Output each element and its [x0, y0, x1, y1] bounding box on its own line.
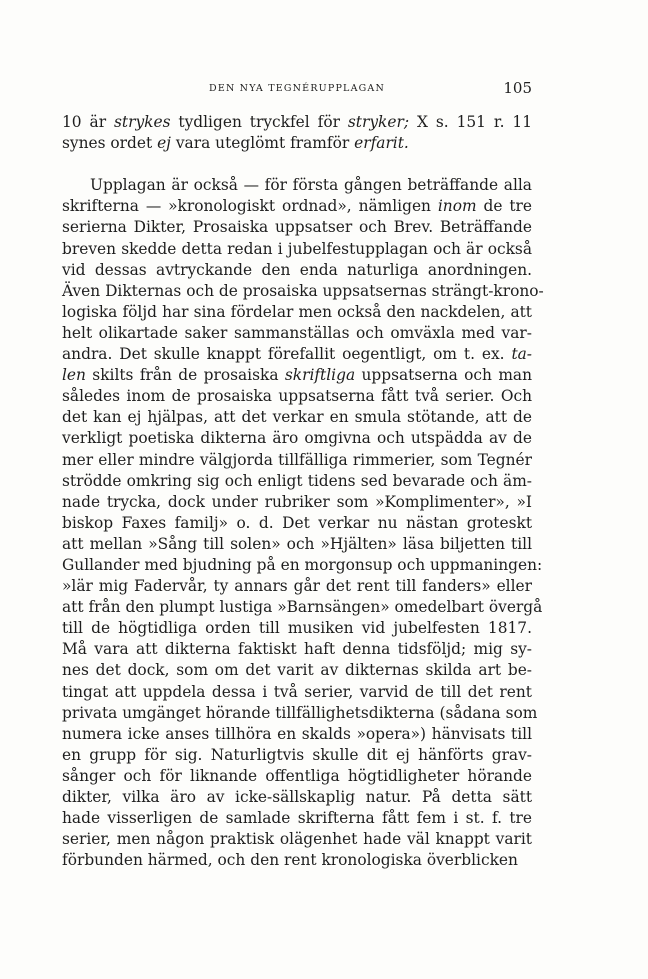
page-number: 105	[503, 79, 532, 97]
page-header	[62, 79, 532, 97]
italic-term: ej	[157, 134, 171, 153]
text-line: nade trycka, dock under rubriker som »Komplimenter», »I	[62, 492, 532, 511]
text-line: det kan ej hjälpas, att det verkar en smula stötande, att de	[62, 408, 532, 427]
paragraph	[62, 175, 544, 871]
italic-term: inom	[437, 197, 477, 216]
text-line: verkligt poetiska dikterna äro omgivna och utspädda av de	[62, 429, 532, 448]
text-line: breven skedde detta redan i jubelfestupplagan och är också	[62, 239, 532, 258]
text-line: serier, men någon praktisk olägenhet hade väl knappt varit	[62, 830, 532, 849]
text-line: vid dessas avtryckande den enda naturliga anordningen.	[62, 260, 532, 279]
running-title: DEN NYA TEGNÉRUPPLAGAN	[209, 83, 385, 94]
text-line: tingat att uppdela dessa i två serier, varvid de till det rent	[62, 682, 532, 701]
text-line: Må vara att dikterna faktiskt haft denna tidsföljd; mig sy-	[62, 640, 532, 659]
text-line: »lär mig Fadervår, ty annars går det rent till fanders» eller	[62, 577, 532, 596]
text-line: Upplagan är också — för första gången beträffande alla	[90, 176, 532, 195]
italic-term: strykes	[114, 113, 171, 131]
text-line: således inom de prosaiska uppsatserna fått två serier. Och	[62, 387, 532, 406]
text-line: sånger och för liknande offentliga högtidligheter hörande	[62, 766, 532, 785]
text-line: skrifterna — »kronologiskt ordnad», nämligen inom de tre	[62, 197, 532, 216]
text-line: privata umgänget hörande tillfällighetsdikterna (sådana som	[62, 703, 538, 722]
text-line: helt olikartade saker sammanställas och omväxla med var-	[62, 323, 532, 342]
paragraph-gap	[62, 154, 532, 175]
text-line: en grupp för sig. Naturligtvis skulle dit ej hänförts grav-	[62, 745, 532, 764]
italic-term: erfarit.	[354, 134, 409, 153]
italic-term: skriftliga	[284, 366, 356, 385]
text-line: hade visserligen de samlade skrifterna fått fem i st. f. tre	[62, 809, 532, 828]
italic-term: len	[62, 366, 86, 385]
text-line: till de högtidliga orden till musiken vid jubelfesten 1817.	[62, 619, 532, 638]
text-line: numera icke anses tillhöra en skalds »opera») hänvisats till	[62, 724, 532, 743]
text-line: nes det dock, som om det varit av dikternas skilda art be-	[62, 661, 532, 680]
text-line: att från den plumpt lustiga »Barnsängen» omedelbart övergå	[62, 598, 543, 617]
text-line: att mellan »Sång till solen» och »Hjälten» läsa biljetten till	[62, 534, 532, 553]
text-line: synes ordet ej vara uteglömt framför erfarit.	[62, 134, 409, 153]
text-line: mer eller mindre välgjorda tillfälliga rimmerier, som Tegnér	[62, 450, 532, 469]
text-line: strödde omkring sig och enligt tidens sed bevarade och äm-	[62, 471, 532, 490]
text-line: len skilts från de prosaiska skriftliga uppsatserna och man	[62, 366, 532, 385]
paragraph	[62, 112, 532, 154]
italic-term: ta-	[511, 345, 532, 364]
text-line: logiska följd har sina fördelar men också den nackdelen, att	[62, 302, 532, 321]
body-text	[62, 112, 544, 871]
text-line: biskop Faxes familj» o. d. Det verkar nu nästan groteskt	[62, 513, 532, 532]
italic-term: stryker;	[347, 113, 410, 131]
text-line: andra. Det skulle knappt förefallit oegentligt, om t. ex. ta-	[62, 345, 532, 364]
text-line: serierna Dikter, Prosaiska uppsatser och Brev. Beträffande	[62, 218, 532, 237]
text-line: Gullander med bjudning på en morgonsup och uppmaningen:	[62, 555, 543, 574]
text-line: förbunden härmed, och den rent kronologiska överblicken	[62, 851, 518, 870]
text-line: Även Dikternas och de prosaiska uppsatsernas strängt-krono-	[62, 281, 544, 300]
text-line: 10 är strykes tydligen tryckfel för stryker; X s. 151 r. 11	[62, 113, 532, 131]
text-line: dikter, vilka äro av icke-sällskaplig natur. På detta sätt	[62, 788, 532, 806]
